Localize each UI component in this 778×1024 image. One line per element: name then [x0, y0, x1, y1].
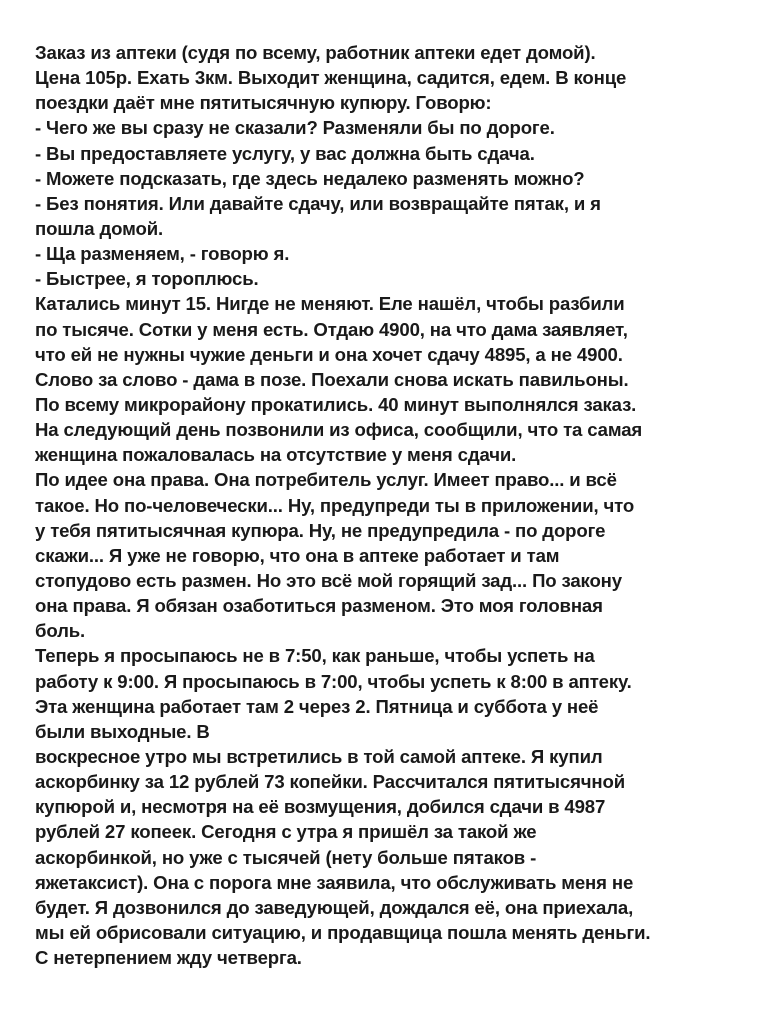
story-line: воскресное утро мы встретились в той самой аптеке. Я купил	[35, 745, 603, 767]
story-line: - Без понятия. Или давайте сдачу, или возвращайте пятак, и я	[35, 192, 601, 214]
story-line: такое. Но по-человечески... Ну, предупреди ты в приложении, что	[35, 494, 635, 516]
story-line: поездки даёт мне пятитысячную купюру. Говорю:	[35, 92, 492, 114]
story-line: Катались минут 15. Нигде не меняют. Еле нашёл, чтобы разбили	[35, 293, 625, 315]
story-line: По всему микрорайону прокатились. 40 минут выполнялся заказ.	[35, 393, 637, 415]
story-text	[35, 40, 760, 970]
story-line: На следующий день позвонили из офиса, сообщили, что та самая	[35, 419, 643, 441]
story-line: скажи... Я уже не говорю, что она в аптеке работает и там	[35, 544, 560, 566]
story-line: Эта женщина работает там 2 через 2. Пятница и суббота у неё	[35, 695, 599, 717]
story-line: у тебя пятитысячная купюра. Ну, не предупредила - по дороге	[35, 519, 606, 541]
story-line: Заказ из аптеки (судя по всему, работник аптеки едет домой).	[35, 42, 596, 63]
story-line: Теперь я просыпаюсь не в 7:50, как раньше, чтобы успеть на	[35, 645, 595, 667]
story-line: С нетерпением жду четверга.	[35, 947, 302, 969]
story-line: - Вы предоставляете услугу, у вас должна быть сдача.	[35, 142, 535, 164]
story-line: Цена 105р. Ехать 3км. Выходит женщина, садится, едем. В конце	[35, 67, 627, 89]
story-line: По идее она права. Она потребитель услуг. Имеет право... и всё	[35, 469, 617, 491]
story-line: - Можете подсказать, где здесь недалеко разменять можно?	[35, 167, 585, 189]
story-line: что ей не нужны чужие деньги и она хочет сдачу 4895, а не 4900.	[35, 343, 623, 365]
story-line: яжетаксист). Она с порога мне заявила, что обслуживать меня не	[35, 871, 634, 893]
story-line: будет. Я дозвонился до заведующей, дождался её, она приехала,	[35, 896, 634, 918]
story-line: купюрой и, несмотря на её возмущения, добился сдачи в 4987	[35, 796, 606, 818]
story-line: стопудово есть размен. Но это всё мой горящий зад... По закону	[35, 569, 622, 591]
story-line: были выходные. В	[35, 720, 210, 742]
story-line: аскорбинкой, но уже с тысячей (нету больше пятаков -	[35, 846, 537, 868]
story-line: аскорбинку за 12 рублей 73 копейки. Рассчитался пятитысячной	[35, 771, 625, 793]
story-line: рублей 27 копеек. Сегодня с утра я пришёл за такой же	[35, 821, 537, 843]
story-line: по тысяче. Сотки у меня есть. Отдаю 4900, на что дама заявляет,	[35, 318, 628, 340]
story-line: Слово за слово - дама в позе. Поехали снова искать павильоны.	[35, 368, 629, 390]
story-line: - Быстрее, я тороплюсь.	[35, 268, 259, 290]
story-line: пошла домой.	[35, 217, 163, 239]
story-line: работу к 9:00. Я просыпаюсь в 7:00, чтобы успеть к 8:00 в аптеку.	[35, 670, 632, 692]
story-line: она права. Я обязан озаботиться разменом. Это моя головная	[35, 595, 603, 617]
story-line: - Ща разменяем, - говорю я.	[35, 243, 290, 265]
story-line: женщина пожаловалась на отсутствие у меня сдачи.	[35, 444, 517, 466]
story-line: мы ей обрисовали ситуацию, и продавщица пошла менять деньги.	[35, 921, 651, 943]
story-line: боль.	[35, 620, 86, 642]
story-line: - Чего же вы сразу не сказали? Разменяли бы по дороге.	[35, 117, 555, 139]
